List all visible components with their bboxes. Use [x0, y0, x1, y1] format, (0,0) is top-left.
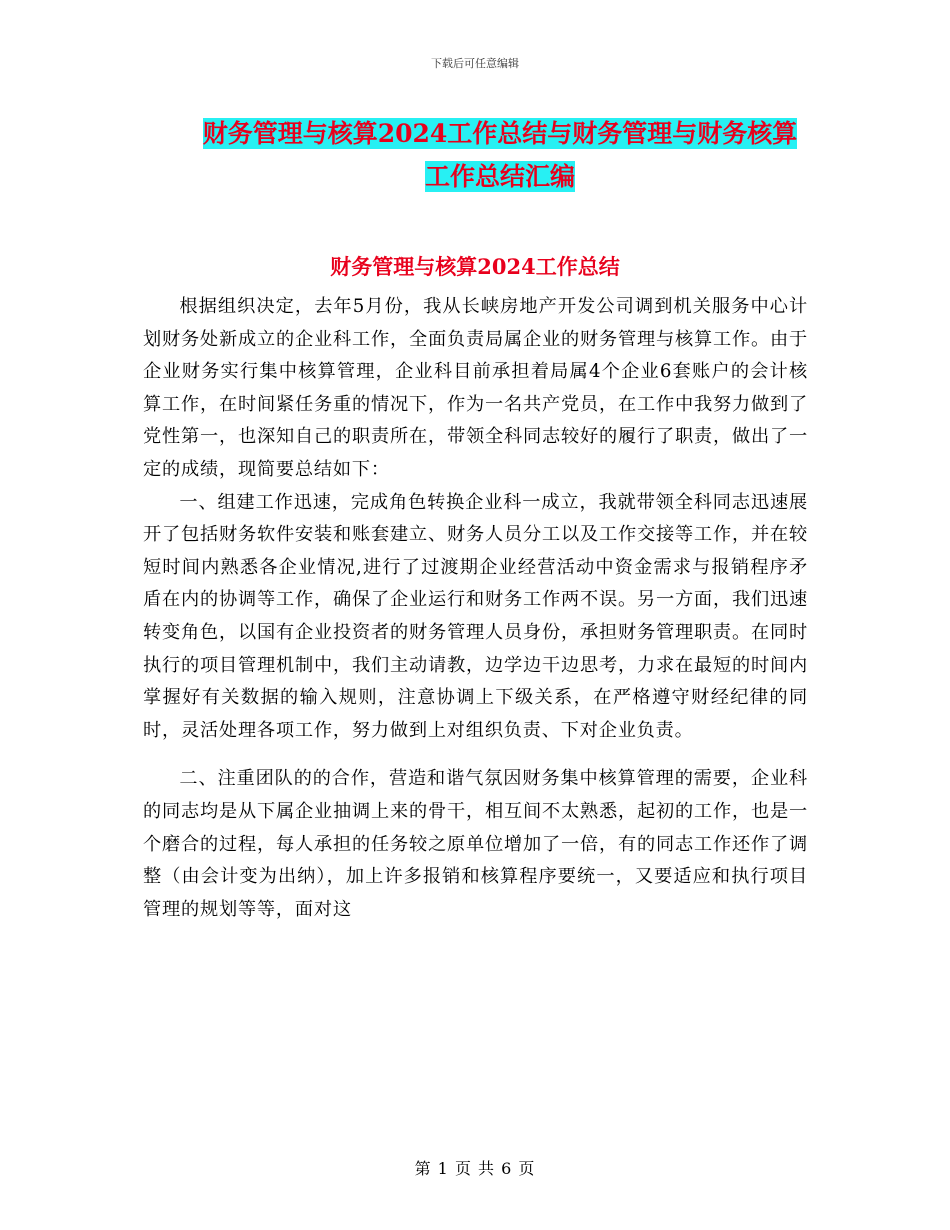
- paragraph-section-1: 一、组建工作迅速，完成角色转换企业科一成立，我就带领全科同志迅速展开了包括财务软件安装和账套建立、财务人员分工以及工作交接等工作，并在较短时间内熟悉各企业情况,进行了过渡期企业经营活动中资金需求与报销程序矛盾在内的协调等工作，确保了企业运行和财务工作两不误。另一方面，我们迅速转变角色，以国有企业投资者的财务管理人员身份，承担财务管理职责。在同时执行的项目管理机制中，我们主动请教，边学边干边思考，力求在最短的时间内掌握好有关数据的输入规则，注意协调上下级关系，在严格遵守财经纪律的同时，灵活处理各项工作，努力做到上对组织负责、下对企业负责。: [143, 491, 808, 741]
- paragraph-section-2: 二、注重团队的的合作，营造和谐气氛因财务集中核算管理的需要，企业科的同志均是从下属企业抽调上来的骨干，相互间不太熟悉，起初的工作，也是一个磨合的过程，每人承担的任务较之原单位增加了一倍，有的同志工作还作了调整（由会计变为出纳），加上许多报销和核算程序要统一，又要适应和执行项目管理的规划等等，面对这: [143, 768, 808, 920]
- document-title: [140, 112, 860, 198]
- document-title-line1: 财务管理与核算2024工作总结与财务管理与财务核算: [202, 119, 798, 148]
- section-title: 财务管理与核算2024工作总结: [330, 254, 620, 279]
- page-header-note: 下载后可任意编辑: [431, 57, 519, 70]
- paragraph-intro: 根据组织决定，去年5月份，我从长峡房地产开发公司调到机关服务中心计划财务处新成立的企业科工作，全面负责局属企业的财务管理与核算工作。由于企业财务实行集中核算管理，企业科目前承担着局属4个企业6套账户的会计核算工作，在时间紧任务重的情况下，作为一名共产党员，在工作中我努力做到了党性第一，也深知自己的职责所在，带领全科同志较好的履行了职责，做出了一定的成绩，现简要总结如下：: [143, 296, 808, 480]
- document-title-line2: 工作总结汇编: [424, 162, 575, 191]
- document-body: [143, 291, 808, 926]
- page-number: 第 1 页 共 6 页: [414, 1159, 536, 1178]
